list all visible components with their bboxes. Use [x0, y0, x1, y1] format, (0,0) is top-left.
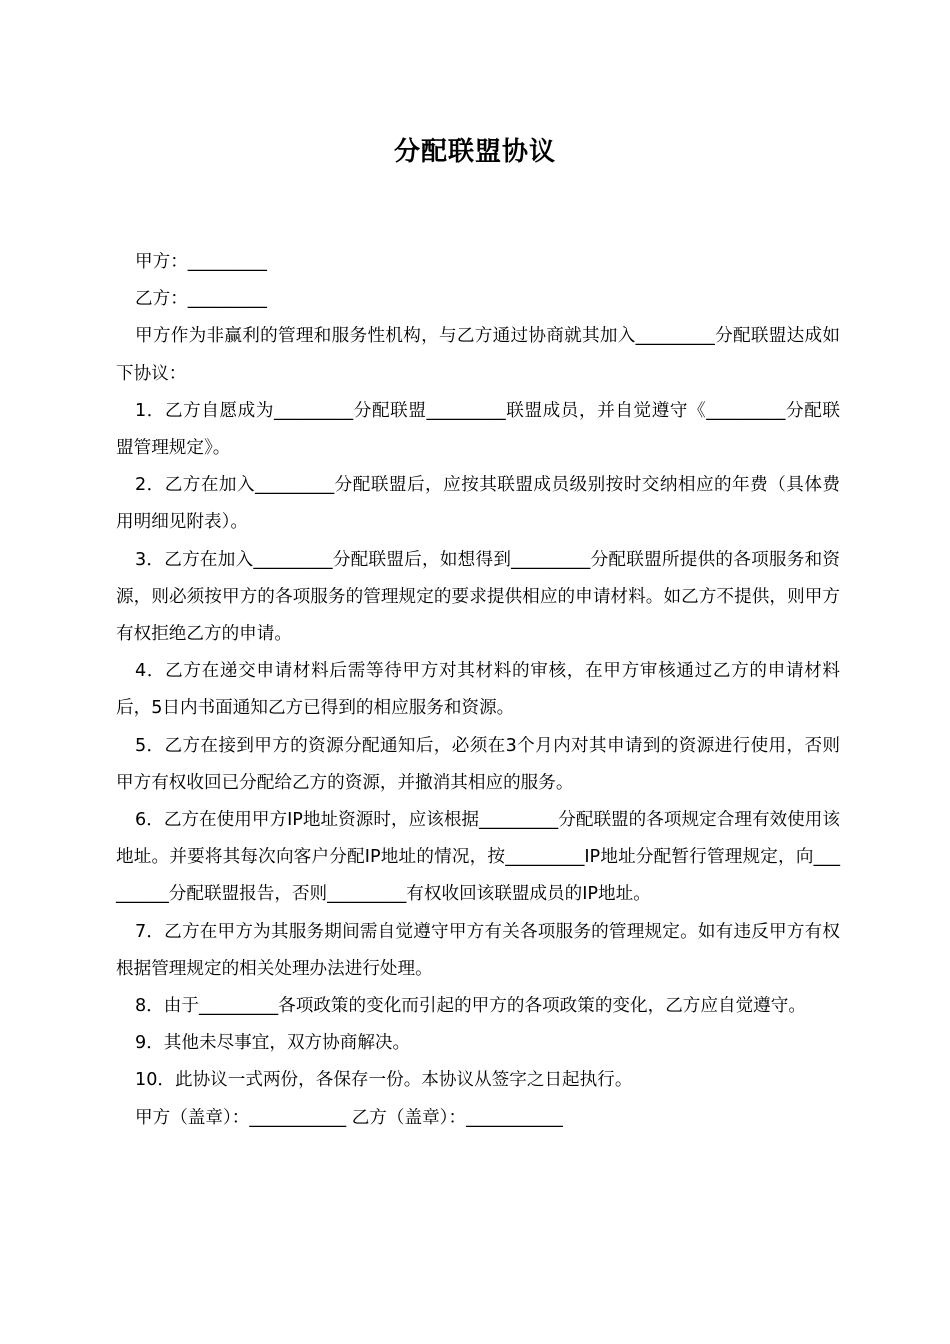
party-a-line: 甲方：_________	[135, 252, 267, 272]
signature-line: 甲方（盖章）：___________ 乙方（盖章）：___________	[135, 1107, 563, 1128]
clause-9: 9．其他未尽事宜，双方协商解决。	[135, 1033, 411, 1054]
clause-8: 8．由于_________各项政策的变化而引起的甲方的各项政策的变化，乙方应自觉遵守。	[135, 996, 806, 1017]
clause-7: 7．乙方在甲方为其服务期间需自觉遵守甲方有关各项服务的管理规定。如有违反甲方有权根据管理规定的相关处理办法进行处理。	[116, 921, 840, 979]
clause-6: 6．乙方在使用甲方IP地址资源时，应该根据_________分配联盟的各项规定合理有效使用该地址。并要将其每次向客户分配IP地址的情况，按_________IP地址分配暂行管理规定，向_________分配联盟报告，否则_________有权收回该联盟成员的IP地址。	[116, 810, 840, 905]
document-title: 分配联盟协议	[393, 137, 556, 167]
clause-5: 5．乙方在接到甲方的资源分配通知后，必须在3个月内对其申请到的资源进行使用，否则甲方有权收回已分配给乙方的资源，并撤消其相应的服务。	[116, 735, 840, 793]
clause-4: 4．乙方在递交申请材料后需等待甲方对其材料的审核，在甲方审核通过乙方的申请材料后，5日内书面通知乙方已得到的相应服务和资源。	[116, 661, 840, 719]
party-b-line: 乙方：_________	[135, 289, 267, 310]
document-body	[116, 244, 840, 1137]
clause-3: 3．乙方在加入_________分配联盟后，如想得到_________分配联盟所提供的各项服务和资源，则必须按甲方的各项服务的管理规定的要求提供相应的申请材料。如乙方不提供，则甲方有权拒绝乙方的申请。	[116, 549, 840, 645]
clause-1: 1．乙方自愿成为_________分配联盟_________联盟成员，并自觉遵守《_________分配联盟管理规定》。	[116, 400, 840, 459]
clause-10: 10．此协议一式两份，各保存一份。本协议从签字之日起执行。	[135, 1070, 633, 1091]
clause-2: 2．乙方在加入_________分配联盟后，应按其联盟成员级别按时交纳相应的年费（具体费用明细见附表）。	[116, 475, 840, 533]
intro-paragraph: 甲方作为非赢利的管理和服务性机构，与乙方通过协商就其加入_________分配联盟达成如下协议：	[116, 326, 840, 384]
